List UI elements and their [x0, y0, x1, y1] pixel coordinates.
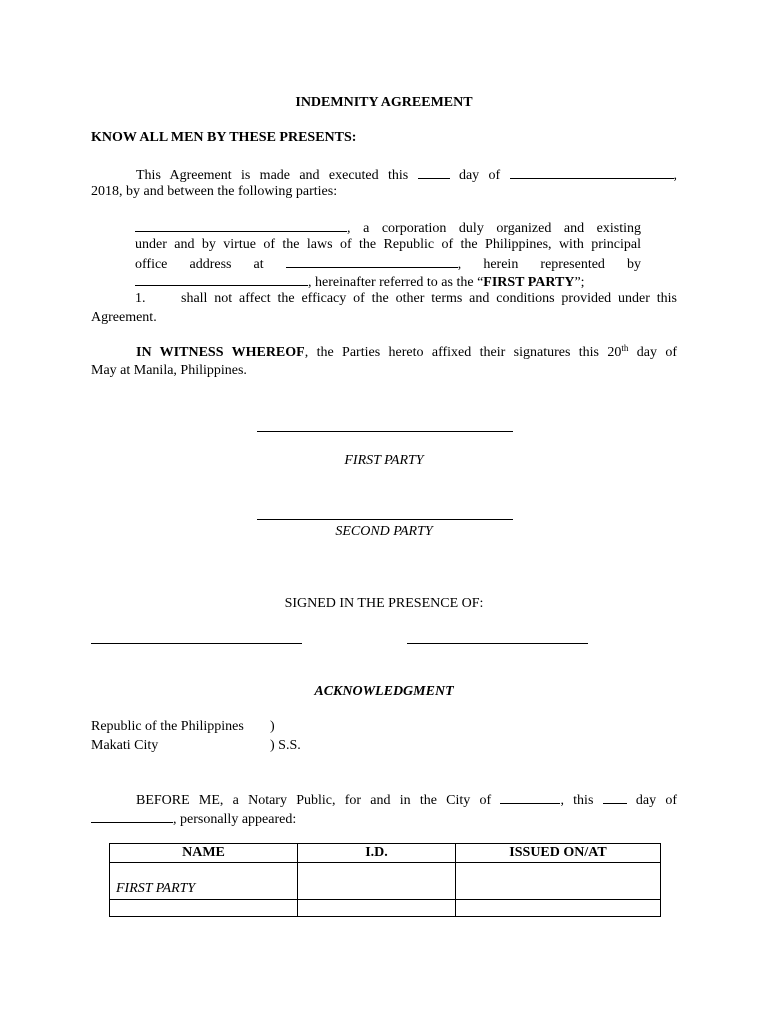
before-me-text-a: BEFORE ME, a Notary Public, for and in the City of [136, 793, 492, 808]
intro-text-1: This Agreement is made and executed this [136, 168, 409, 183]
table-cell-id [298, 863, 456, 900]
witness-paragraph [91, 344, 677, 362]
table-row [110, 900, 661, 917]
intro-text-2: day of [458, 168, 501, 183]
blank-representative [135, 272, 308, 286]
witness-text: , the Parties hereto affixed their signatures this 20 [304, 345, 622, 360]
witness-line-2: May at Manila, Philippines. [91, 363, 247, 378]
witness-sup: th [621, 343, 629, 353]
intro-line-2: 2018, by and between the following parties: [91, 184, 338, 199]
blank-city [500, 790, 560, 804]
before-me-line-2-text: , personally appeared: [173, 812, 297, 827]
blank-corporation-name [135, 218, 347, 232]
second-party-label: SECOND PARTY [335, 524, 433, 539]
party-line-4-b: ”; [574, 275, 585, 290]
document-title: INDEMNITY AGREEMENT [295, 95, 473, 110]
venue-paren: ) [270, 719, 275, 734]
party-line-3-a: office address at [135, 257, 264, 272]
witness-tail: day of [628, 345, 677, 360]
table-header-id: I.D. [298, 844, 456, 863]
witness-lead: IN WITNESS WHEREOF [136, 345, 305, 360]
table-row [110, 863, 661, 900]
venue-line-1: Republic of the Philippines [91, 719, 244, 734]
first-party-label: FIRST PARTY [344, 453, 424, 468]
clause-continuation: Agreement. [91, 310, 157, 325]
party-line-1-text: , a corporation duly organized and existing [347, 221, 641, 236]
before-me-line-2 [91, 809, 296, 829]
table-cell-issued [456, 900, 661, 917]
table-cell-id [298, 900, 456, 917]
party-line-2: under and by virtue of the laws of the Republic of the Philippines, with principal [135, 237, 641, 252]
party-line-3 [135, 254, 641, 274]
before-me-text-b: , this [560, 793, 594, 808]
table-cell-issued [456, 863, 661, 900]
blank-notary-month [91, 809, 173, 823]
table-header-issued: ISSUED ON/AT [456, 844, 661, 863]
witness-signature-line-2 [407, 643, 588, 644]
table-cell-name: FIRST PARTY [110, 863, 298, 900]
acknowledgment-title: ACKNOWLEDGMENT [314, 684, 454, 699]
table-header-name: NAME [110, 844, 298, 863]
opening-line: KNOW ALL MEN BY THESE PRESENTS: [91, 130, 357, 145]
blank-notary-day [603, 790, 627, 804]
table-cell-name [110, 900, 298, 917]
before-me-text-c: day of [635, 793, 677, 808]
identification-table [109, 843, 661, 917]
party-line-1 [135, 218, 641, 238]
party-line-4-a: , hereinafter referred to as the “ [308, 275, 484, 290]
clause-number: 1. [135, 291, 146, 306]
signature-line-second-party [257, 519, 513, 520]
signature-line-first-party [257, 431, 513, 432]
party-line-3-b: , herein represented by [457, 257, 642, 272]
venue-line-2: Makati City [91, 738, 159, 753]
party-line-4-bold: FIRST PARTY [483, 275, 575, 290]
presence-label: SIGNED IN THE PRESENCE OF: [284, 596, 484, 611]
intro-comma: , [673, 168, 678, 183]
venue-ss: ) S.S. [270, 738, 301, 753]
party-line-4 [135, 272, 585, 292]
clause-text: shall not affect the efficacy of the other terms and conditions provided under this [181, 291, 677, 306]
witness-signature-line-1 [91, 643, 302, 644]
blank-month [510, 165, 674, 179]
before-me-paragraph [91, 790, 677, 810]
blank-day [418, 165, 450, 179]
table-header-row [110, 844, 661, 863]
blank-office-address [286, 254, 458, 268]
intro-paragraph [91, 165, 677, 185]
